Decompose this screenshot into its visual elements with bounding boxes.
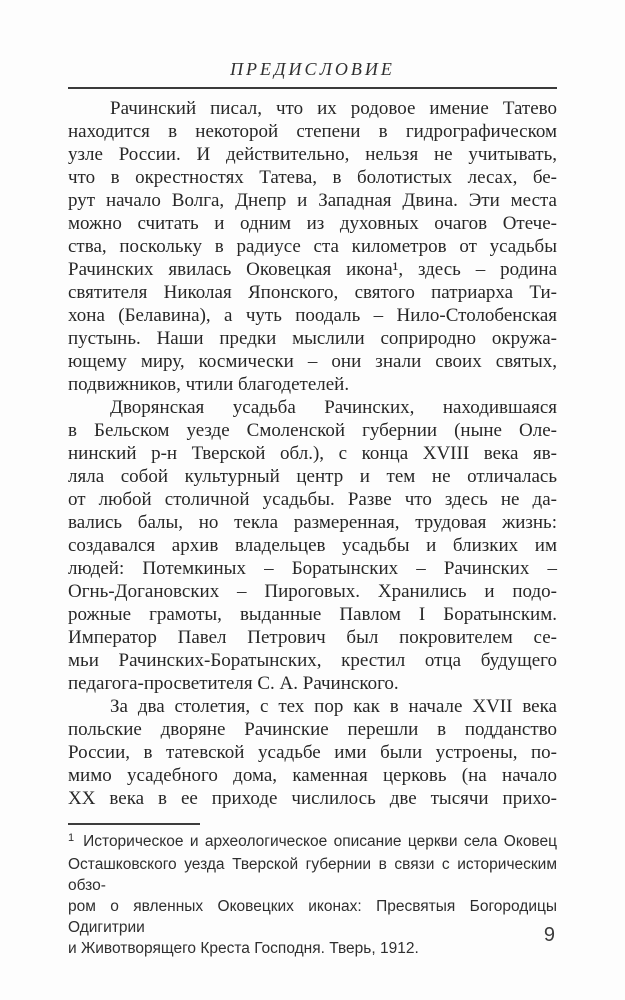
text-line: Император Павел Петрович был покровителем се- xyxy=(68,627,557,648)
text-line: вались балы, но текла размеренная, трудовая жизнь: xyxy=(68,512,557,533)
paragraph xyxy=(68,97,557,396)
text-line: польские дворяне Рачинские перешли в подданство xyxy=(68,719,557,740)
paragraph xyxy=(68,396,557,695)
text-line: ства, поскольку в радиусе ста километров от усадьбы xyxy=(68,236,557,257)
text-line: узле России. И действительно, нельзя не учитывать, xyxy=(68,144,557,165)
text-line: мьи Рачинских-Боратынских, крестил отца будущего xyxy=(68,650,557,671)
text-line: хона (Белавина), а чуть поодаль – Нило-Столобенская xyxy=(68,305,557,326)
text-line: рожные грамоты, выданные Павлом I Боратынским. xyxy=(68,604,557,625)
text-line: можно считать и одним из духовных очагов Отече- xyxy=(68,213,557,234)
page-number: 9 xyxy=(543,924,555,946)
text-line: находится в некоторой степени в гидрографическом xyxy=(68,121,557,142)
text-line: от любой столичной усадьбы. Разве что здесь не да- xyxy=(68,489,557,510)
text-line: рут начало Волга, Днепр и Западная Двина. Эти места xyxy=(68,190,557,211)
footnote-text xyxy=(68,831,557,959)
text-line: педагога-просветителя С. А. Рачинского. xyxy=(68,673,399,694)
text-line: Огнь-Догановских – Пироговых. Хранились и подо- xyxy=(68,581,557,602)
footnote-line-text: Историческое и археологическое описание церкви села Оковец xyxy=(83,833,557,850)
text-line: в Бельском уезде Смоленской губернии (ныне Оле- xyxy=(68,420,557,441)
text-line: За два столетия, с тех пор как в начале XVII века xyxy=(110,696,557,717)
text-line: Рачинский писал, что их родовое имение Татево xyxy=(110,98,557,119)
footnote-line xyxy=(68,831,557,854)
text-line: нинский р-н Тверской обл.), с конца XVIII века яв- xyxy=(68,443,557,464)
text-line: подвижников, чтили благодетелей. xyxy=(68,374,350,395)
text-line: пустынь. Наши предки мыслили соприродно окружа- xyxy=(68,328,557,349)
footnote-rule xyxy=(68,823,200,825)
footnote-line: и Животворящего Креста Господня. Тверь, 1912. xyxy=(68,940,419,957)
body-text xyxy=(68,97,557,810)
text-line: Дворянская усадьба Рачинских, находившаяся xyxy=(110,397,557,418)
text-line: ляла собой культурный центр и тем не отличалась xyxy=(68,466,557,487)
text-line: ХХ века в ее приходе числилось две тысячи прихо- xyxy=(68,788,557,809)
text-line: России, в татевской усадьбе ими были устроены, по- xyxy=(68,742,557,763)
running-head: ПРЕДИСЛОВИЕ xyxy=(230,59,395,79)
paragraph xyxy=(68,695,557,810)
text-line: ющему миру, космически – они знали своих святых, xyxy=(68,351,557,372)
text-line: мимо усадебного дома, каменная церковь (на начало xyxy=(68,765,557,786)
footnote-line: ром о явленных Оковецких иконах: Пресвятыя Богородицы Одигитрии xyxy=(68,898,557,936)
text-line: создавался архив владельцев усадьбы и близких им xyxy=(68,535,557,556)
text-line: святителя Николая Японского, святого патриарха Ти- xyxy=(68,282,557,303)
footnote-line: Осташковского уезда Тверской губернии в связи с историческим обзо- xyxy=(68,856,557,894)
running-head-block xyxy=(68,59,557,89)
text-line: что в окрестностях Татева, в болотистых лесах, бе- xyxy=(68,167,557,188)
footnote-marker: 1 xyxy=(68,832,75,844)
text-line: людей: Потемкиных – Боратынских – Рачинских – xyxy=(68,558,557,579)
page-content xyxy=(68,0,557,959)
text-line: Рачинских явилась Оковецкая икона¹, здесь – родина xyxy=(68,259,557,280)
